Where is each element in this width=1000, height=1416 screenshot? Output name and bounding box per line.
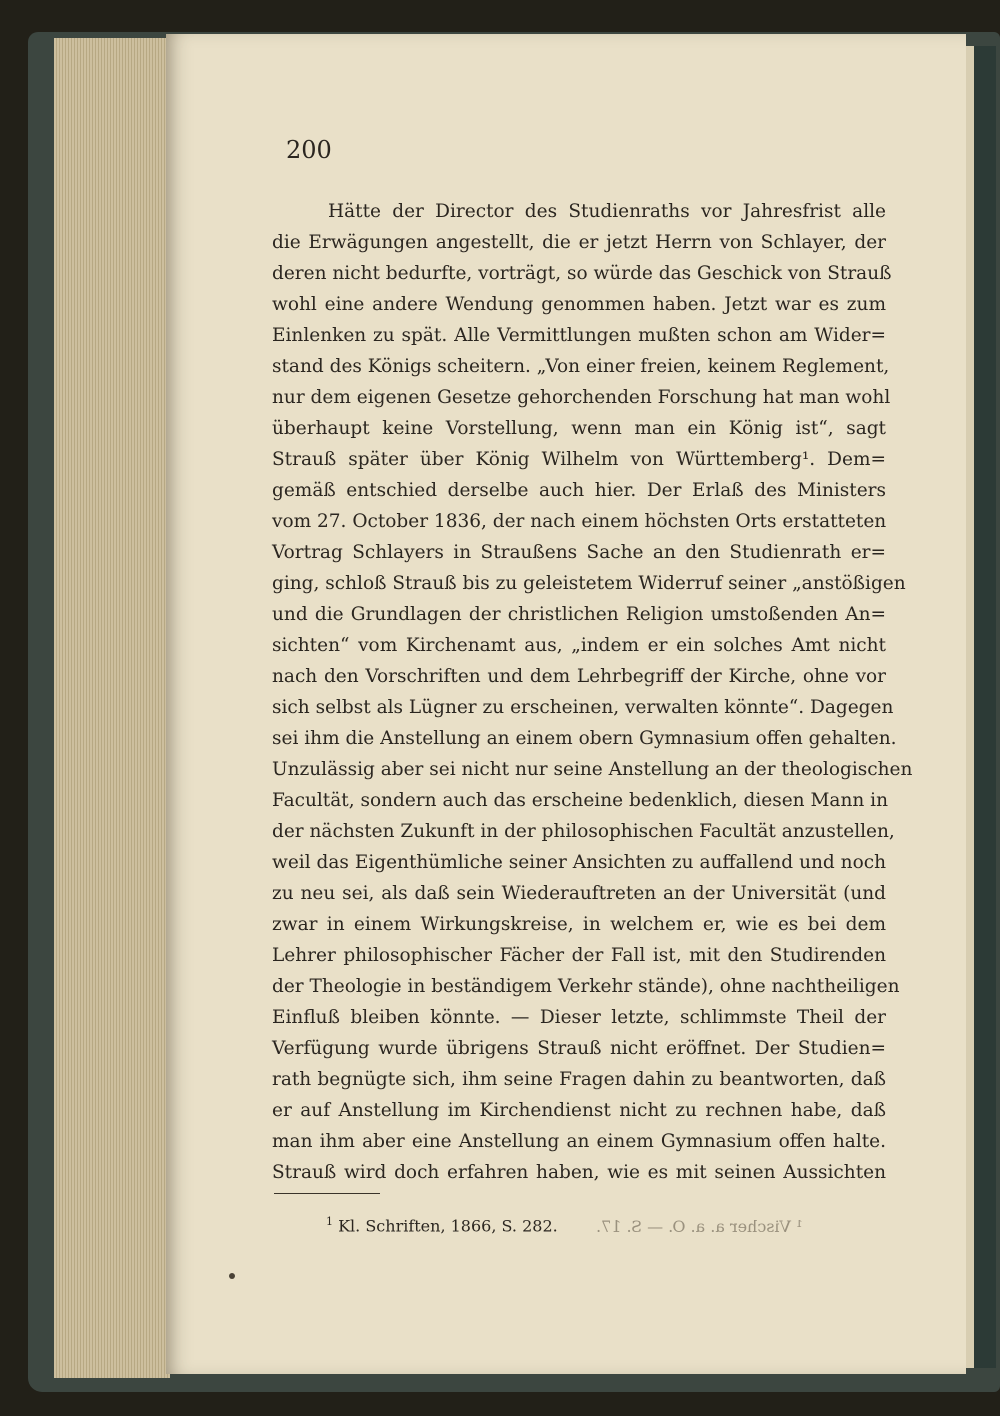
text-line: Facultät, sondern auch das erscheine bedenklich, diesen Mann in <box>272 790 888 811</box>
text-line: gemäß entschied derselbe auch hier. Der Erlaß des Ministers <box>272 480 886 501</box>
text-line: Verfügung wurde übrigens Strauß nicht eröffnet. Der Studien= <box>272 1038 886 1059</box>
text-line: Strauß später über König Wilhelm von Württemberg¹. Dem= <box>272 449 886 470</box>
text-line: wohl eine andere Wendung genommen haben. Jetzt war es zum <box>272 294 886 315</box>
right-page-edge <box>966 46 996 1368</box>
text-line: sich selbst als Lügner zu erscheinen, verwalten könnte“. Dagegen <box>272 697 894 718</box>
page-number: 200 <box>286 136 332 164</box>
text-line: Vortrag Schlayers in Straußens Sache an den Studienrath er= <box>272 542 886 563</box>
text-line: Einlenken zu spät. Alle Vermittlungen mußten schon am Wider= <box>272 325 886 346</box>
text-line: weil das Eigenthümliche seiner Ansichten zu auffallend und noch <box>272 852 886 873</box>
body-text <box>272 196 913 1188</box>
text-line: sichten“ vom Kirchenamt aus, „indem er ein solches Amt nicht <box>272 635 886 656</box>
text-line: zu neu sei, als daß sein Wiederauftreten an der Universität (und <box>272 883 886 904</box>
text-line: nur dem eigenen Gesetze gehorchenden Forschung hat man wohl <box>272 387 891 408</box>
text-line: Lehrer philosophischer Fächer der Fall ist, mit den Studirenden <box>272 945 886 966</box>
text-line: sei ihm die Anstellung an einem obern Gymnasium offen gehalten. <box>272 728 897 749</box>
text-line: Strauß wird doch erfahren haben, wie es mit seinen Aussichten <box>272 1162 886 1183</box>
text-line: überhaupt keine Vorstellung, wenn man ein König ist“, sagt <box>272 418 886 439</box>
page-edges <box>54 38 170 1378</box>
footnote-marker: 1 <box>326 1215 333 1228</box>
text-line: stand des Königs scheitern. „Von einer freien, keinem Reglement, <box>272 356 890 377</box>
ink-spot <box>229 1273 235 1279</box>
text-line: die Erwägungen angestellt, die er jetzt Herrn von Schlayer, der <box>272 232 886 253</box>
footnote <box>326 1215 558 1235</box>
text-line: Unzulässig aber sei nicht nur seine Anstellung an der theologischen <box>272 759 913 780</box>
text-line: man ihm aber eine Anstellung an einem Gymnasium offen halte. <box>272 1131 886 1152</box>
text-line: der nächsten Zukunft in der philosophischen Facultät anzustellen, <box>272 821 895 842</box>
footnote-text: Kl. Schriften, 1866, S. 282. <box>338 1216 558 1236</box>
bleed-through-text: ¹ Vischer a. a. O. — S. 17. <box>596 1217 803 1236</box>
text-line: vom 27. October 1836, der nach einem höchsten Orts erstatteten <box>272 511 887 532</box>
text-line: ging, schloß Strauß bis zu geleistetem Widerruf seiner „anstößigen <box>272 573 906 594</box>
text-line: und die Grundlagen der christlichen Religion umstoßenden An= <box>272 604 886 625</box>
text-line: der Theologie in beständigem Verkehr stände), ohne nachtheiligen <box>272 976 900 997</box>
footnote-rule <box>274 1193 380 1194</box>
text-line: zwar in einem Wirkungskreise, in welchem er, wie es bei dem <box>272 914 886 935</box>
text-line: nach den Vorschriften und dem Lehrbegriff der Kirche, ohne vor <box>272 666 886 687</box>
text-line: er auf Anstellung im Kirchendienst nicht zu rechnen habe, daß <box>272 1100 886 1121</box>
text-line: deren nicht bedurfte, vorträgt, so würde das Geschick von Strauß <box>272 263 892 284</box>
text-line: Einfluß bleiben könnte. — Dieser letzte, schlimmste Theil der <box>272 1007 886 1028</box>
text-line: rath begnügte sich, ihm seine Fragen dahin zu beantworten, daß <box>272 1069 886 1090</box>
text-line: Hätte der Director des Studienraths vor Jahresfrist alle <box>328 201 886 222</box>
